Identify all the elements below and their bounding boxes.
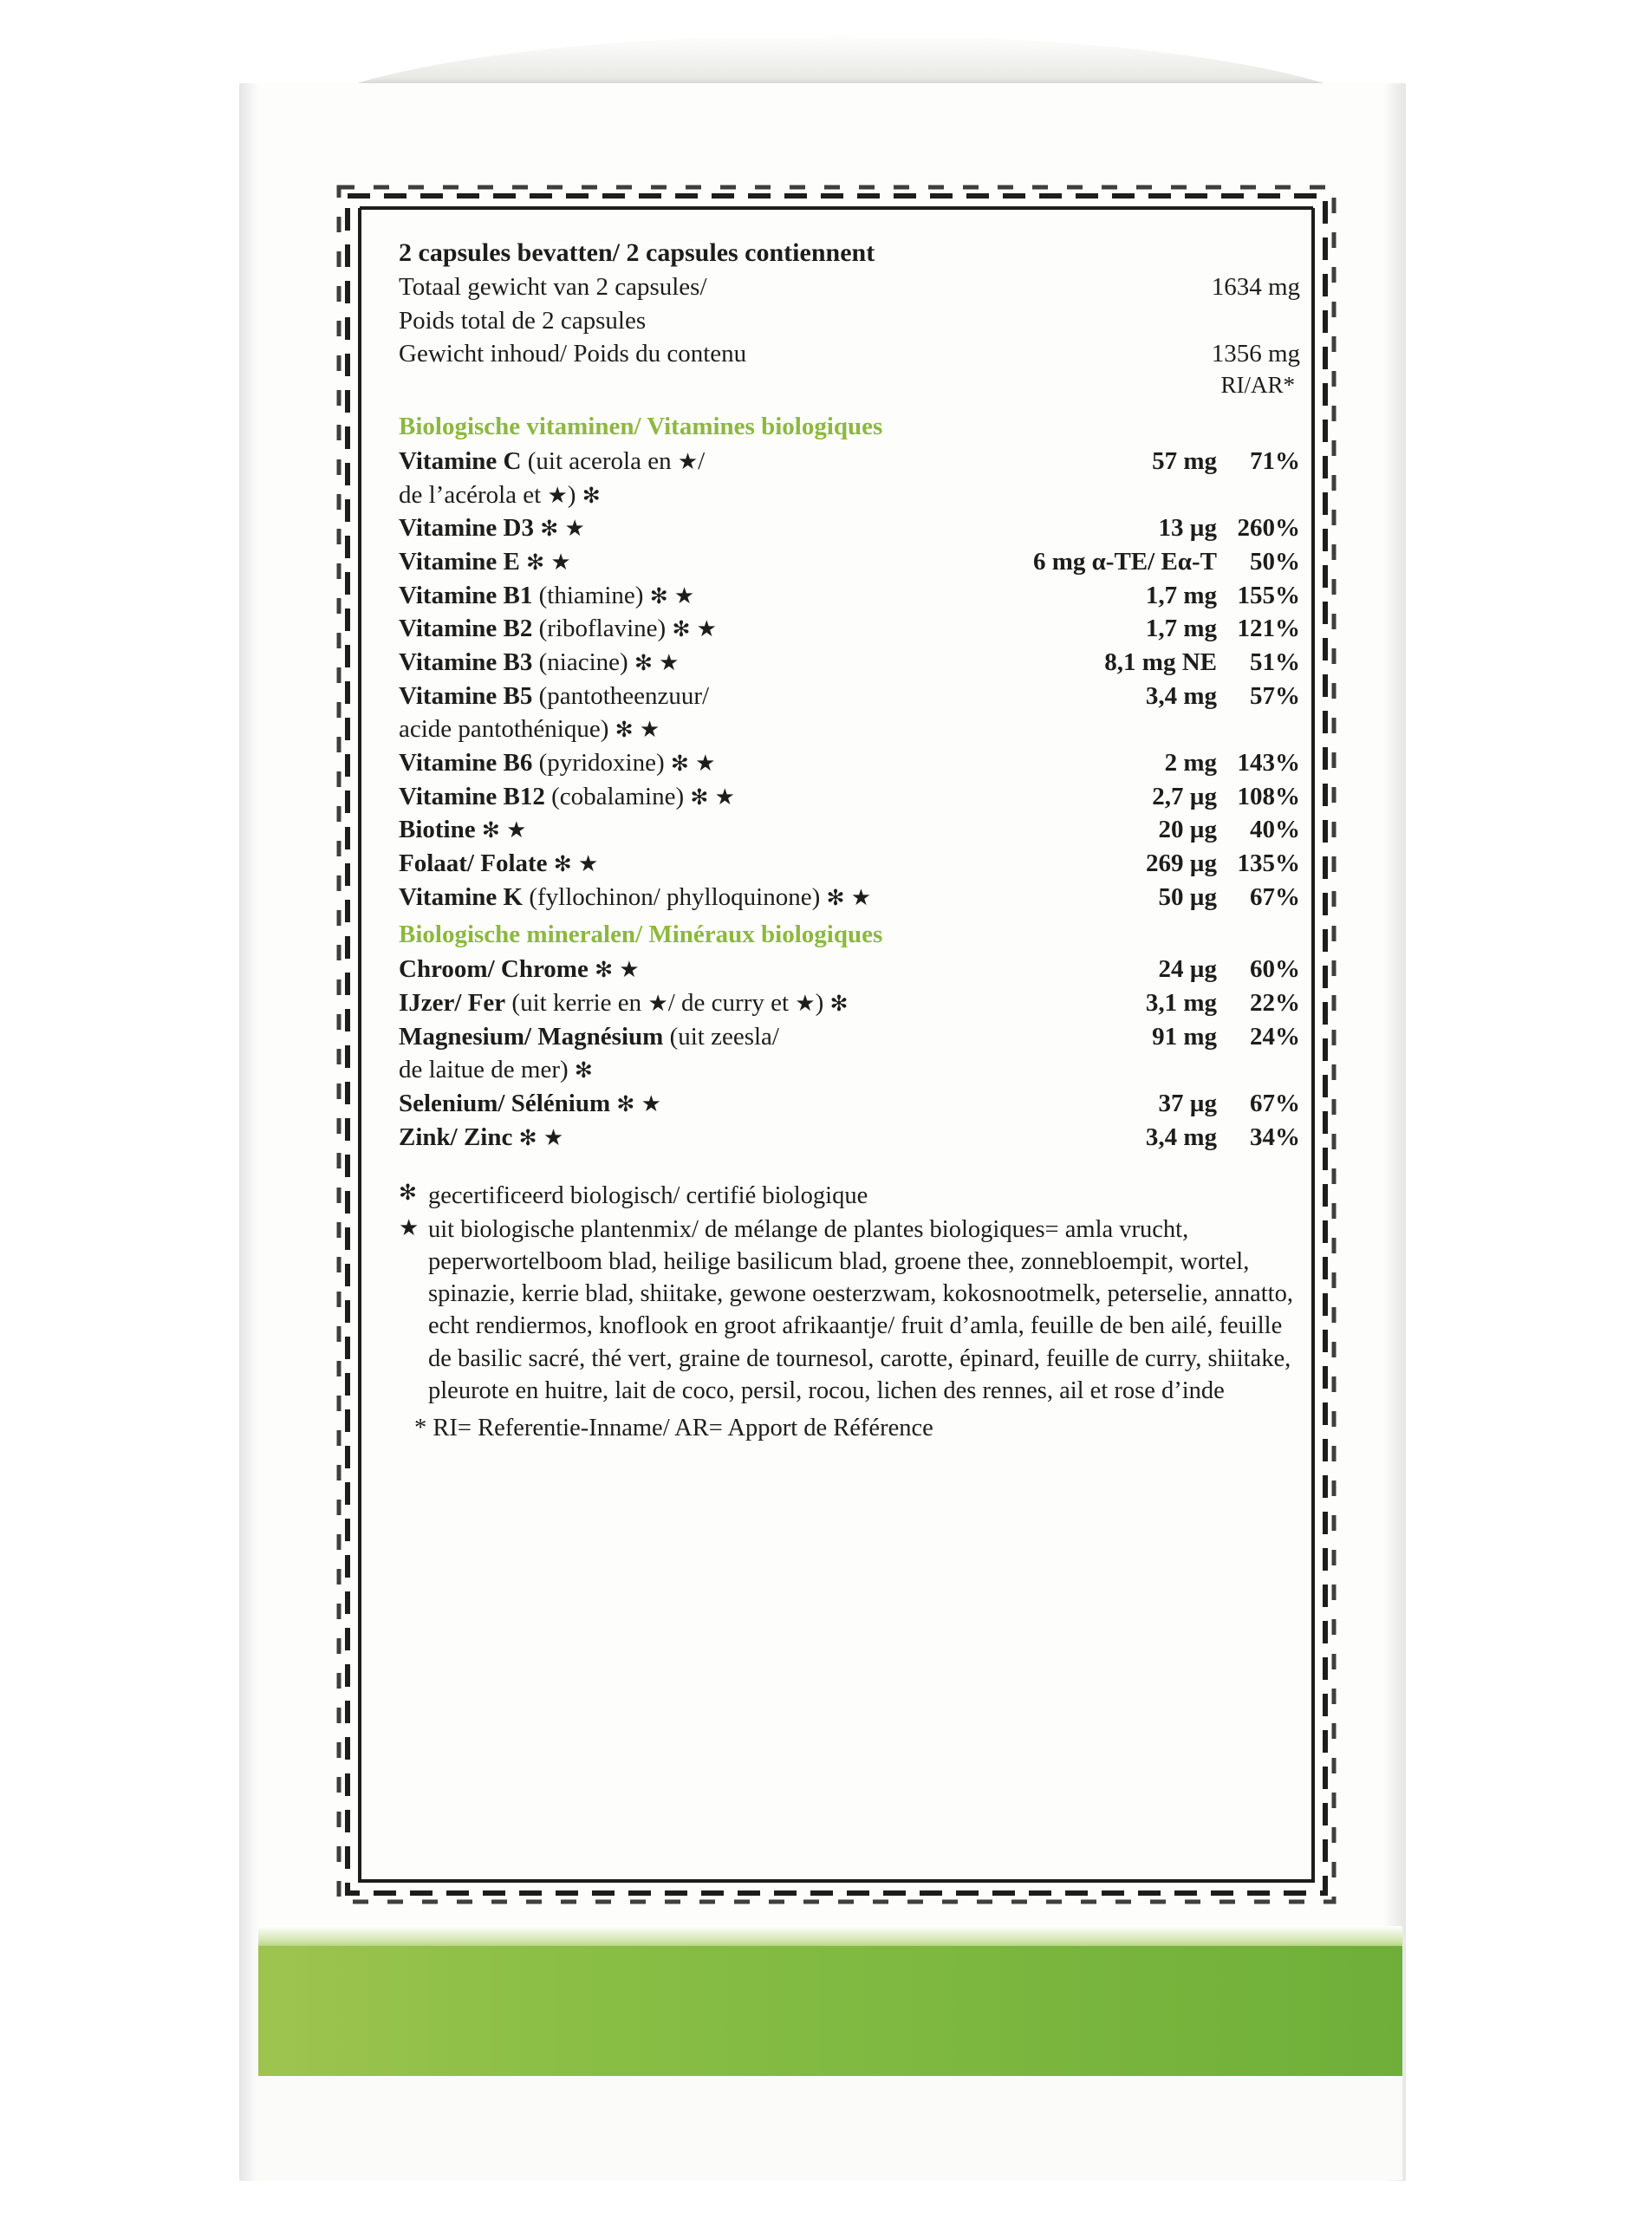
nutrient-row	[399, 580, 1300, 613]
nutrient-amount: 1,7 mg	[1145, 581, 1217, 609]
nutrient-name: Vitamine D3	[399, 514, 534, 543]
nutrient-detail-cont-close: )	[567, 480, 576, 509]
box-left-shadow	[239, 83, 260, 2181]
nutrient-name: Vitamine C	[399, 446, 522, 475]
nutrient-row	[399, 1122, 1300, 1155]
nutrient-detail: (niacine)	[538, 647, 628, 676]
footnote-plantmix-text: uit biologische plantenmix/ de mélange de plantes biologiques= amla vrucht, peperwortelboom blad, heilige basilicum blad, groene thee, zonnebloempit, wortel, spinazie, kerrie blad, shiitake, gewone oesterzwam, kokosnootmelk, peterselie, annatto, echt rendiermos, knoflook en groot afrikaantje/ fruit d’amla, feuille de ben ailé, feuille de basilic sacré, thé vert, graine de tournesol, carotte, épinard, feuille de curry, shiitake, pleurote en huitre, lait de coco, persil, rocou, lichen des rennes, ail et rose d’inde	[428, 1216, 1293, 1404]
star-icon: ★	[714, 784, 735, 810]
nutrient-detail: (riboflavine)	[538, 615, 667, 643]
footnote-plantmix	[399, 1214, 1300, 1406]
nutrient-amount: 269 µg	[1146, 849, 1217, 878]
nutrient-ri: 22%	[1250, 988, 1300, 1017]
nutrient-detail: (uit zeesla/	[669, 1022, 779, 1051]
nutrient-detail-cont-text: de laitue de mer)	[399, 1056, 569, 1084]
leaf-icon: ✻	[649, 584, 668, 608]
nutrient-ri: 108%	[1237, 782, 1300, 810]
nutrient-detail-cont	[399, 1054, 1300, 1087]
nutrient-detail-cont	[399, 479, 1300, 512]
leaf-icon: ✻	[526, 550, 545, 575]
nutrient-detail: (pantotheenzuur/	[538, 681, 710, 710]
leaf-icon: ✻	[481, 819, 500, 843]
minerals-list	[399, 953, 1300, 1154]
star-icon: ★	[696, 616, 717, 642]
leaf-icon: ✻	[829, 992, 849, 1016]
nutrient-label	[399, 848, 1104, 881]
nutrient-row	[399, 814, 1300, 847]
nutrient-detail: (uit acerola en	[527, 446, 672, 475]
nutrient-row	[399, 882, 1300, 914]
leaf-icon: ✻	[690, 785, 709, 810]
nutrient-row-continued	[399, 1054, 1300, 1087]
nutrient-ri: 57%	[1250, 681, 1300, 710]
nutrient-amount: 2,7 µg	[1152, 782, 1217, 810]
star-icon: ★	[641, 1090, 661, 1116]
nutrient-label	[399, 987, 1137, 1020]
nutrient-ri: 67%	[1250, 1089, 1300, 1117]
nutrient-amount: 50 µg	[1158, 882, 1217, 911]
leaf-icon: ✻	[826, 886, 845, 910]
star-icon: ★	[578, 851, 599, 877]
nutrient-row	[399, 1088, 1300, 1121]
footnotes	[399, 1180, 1300, 1443]
nutrient-row	[399, 1021, 1300, 1054]
nutrient-name: Vitamine E	[399, 547, 520, 576]
green-band	[258, 1946, 1402, 2076]
star-icon: ★	[695, 751, 716, 777]
nutrient-row	[399, 446, 1300, 478]
nutrient-row	[399, 647, 1300, 680]
nutrient-label	[399, 580, 1104, 613]
nutrient-name: Zink/ Zinc	[399, 1123, 513, 1151]
nutrient-amount: 13 µg	[1158, 514, 1217, 543]
nutrient-ri: 135%	[1237, 849, 1300, 878]
star-icon: ★	[659, 649, 680, 675]
nutrient-label	[399, 613, 1104, 646]
nutrient-row-continued	[399, 479, 1300, 512]
nutrient-label	[399, 882, 1150, 914]
nutrient-row-continued	[399, 713, 1300, 746]
weight-label: Totaal gewicht van 2 capsules/	[399, 273, 707, 301]
nutrient-detail-cont-text: acide pantothénique)	[399, 715, 609, 744]
star-icon: ★	[547, 482, 568, 508]
nutrient-amount: 1,7 mg	[1145, 615, 1217, 643]
leaf-icon: ✻	[574, 1059, 593, 1083]
nutrient-name: IJzer/ Fer	[399, 988, 506, 1017]
nutrient-ri: 51%	[1250, 647, 1300, 676]
footnote-organic-text: gecertificeerd biologisch/ certifié biologique	[428, 1182, 868, 1210]
nutrient-ri: 121%	[1237, 615, 1300, 643]
box-bottom-white	[258, 2076, 1402, 2180]
nutrient-row	[399, 848, 1300, 881]
star-icon: ★	[543, 1124, 564, 1150]
nutrient-ri: 60%	[1250, 955, 1300, 984]
nutrient-amount: 8,1 mg NE	[1104, 647, 1217, 676]
nutrient-ri: 50%	[1250, 547, 1300, 576]
leaf-icon: ✻	[553, 853, 572, 877]
nutrient-amount: 24 µg	[1158, 955, 1217, 984]
nutrient-ri: 40%	[1250, 816, 1300, 844]
nutrient-detail-cont-text: de l’acérola et	[399, 480, 542, 509]
leaf-icon: ✻	[582, 484, 601, 508]
nutrient-detail: (pyridoxine)	[538, 749, 665, 778]
star-icon: ★	[795, 990, 816, 1016]
nutrient-name: Vitamine B6	[399, 749, 533, 778]
panel-heading: 2 capsules bevatten/ 2 capsules contiennent	[399, 238, 875, 267]
nutrient-row	[399, 680, 1300, 713]
nutrient-row	[399, 953, 1300, 986]
star-icon: ★	[677, 448, 699, 474]
leaf-icon: ✻	[399, 1181, 417, 1206]
nutrient-name: Folaat/ Folate	[399, 849, 548, 878]
nutrient-name: Vitamine B1	[399, 581, 533, 609]
nutrient-row	[399, 987, 1300, 1020]
footnote-organic	[399, 1180, 1300, 1212]
weight-amount: 1634 mg	[1211, 273, 1300, 301]
ri-column-header: RI/AR*	[1220, 372, 1295, 399]
nutrient-row	[399, 512, 1300, 545]
nutrient-detail: (fyllochinon/ phylloquinone)	[529, 882, 821, 911]
nutrient-detail: (thiamine)	[538, 581, 644, 609]
minerals-section-title: Biologische mineralen/ Minéraux biologiques	[399, 921, 883, 949]
nutrient-name: Chroom/ Chrome	[399, 955, 589, 984]
nutrient-label	[399, 446, 1104, 478]
star-icon: ★	[506, 817, 527, 843]
nutrient-detail-2: / de curry et	[667, 988, 790, 1017]
leaf-icon: ✻	[518, 1126, 537, 1150]
nutrient-amount: 91 mg	[1152, 1022, 1217, 1051]
star-icon: ★	[639, 717, 660, 743]
nutrient-name: Vitamine B5	[399, 681, 533, 710]
star-icon: ★	[673, 582, 695, 608]
weight-label: Poids total de 2 capsules	[399, 306, 647, 335]
nutrient-detail-3: )	[815, 988, 824, 1017]
nutrient-amount: 57 mg	[1152, 446, 1217, 475]
nutrient-label	[399, 512, 1104, 545]
nutrient-amount: 3,4 mg	[1145, 681, 1217, 710]
nutrient-name: Vitamine B12	[399, 782, 545, 810]
star-icon: ★	[550, 549, 571, 575]
nutrient-detail: (cobalamine)	[551, 782, 685, 810]
nutrient-ri: 155%	[1237, 581, 1300, 609]
nutrient-name: Vitamine B2	[399, 615, 533, 643]
vitamins-section-title: Biologische vitaminen/ Vitamines biologiques	[399, 413, 883, 441]
nutrient-label	[399, 953, 1104, 986]
star-icon: ★	[619, 957, 640, 983]
nutrient-amount: 37 µg	[1158, 1089, 1217, 1117]
weight-row	[399, 271, 1300, 304]
nutrient-label	[399, 680, 1104, 713]
nutrient-ri: 34%	[1250, 1123, 1300, 1151]
nutrient-row	[399, 546, 1300, 579]
weight-block	[399, 271, 1300, 371]
leaf-icon: ✻	[670, 752, 689, 777]
vitamins-list	[399, 446, 1300, 914]
leaf-icon: ✻	[672, 618, 691, 642]
nutrient-ri: 71%	[1250, 446, 1300, 475]
nutrient-name: Vitamine B3	[399, 647, 533, 676]
nutrient-detail-sep: /	[698, 446, 706, 475]
nutrient-label	[399, 814, 1104, 847]
nutrition-panel	[399, 236, 1300, 1444]
nutrient-name: Selenium/ Sélénium	[399, 1089, 611, 1117]
nutrient-label	[399, 647, 1096, 680]
weight-label: Gewicht inhoud/ Poids du contenu	[399, 340, 747, 368]
nutrient-label	[399, 781, 1104, 814]
star-icon: ★	[850, 884, 871, 910]
nutrient-row	[399, 781, 1300, 814]
nutrient-ri: 24%	[1250, 1022, 1300, 1051]
nutrient-amount: 3,1 mg	[1145, 988, 1217, 1017]
nutrient-detail-cont	[399, 713, 1300, 746]
weight-row	[399, 338, 1300, 371]
nutrient-detail: (uit kerrie en	[511, 988, 642, 1017]
nutrient-name: Biotine	[399, 816, 476, 844]
nutrient-amount: 2 mg	[1164, 749, 1217, 778]
nutrient-ri: 67%	[1250, 882, 1300, 911]
nutrient-amount: 6 mg α-TE/ Eα-T	[1032, 547, 1217, 576]
star-icon: ★	[564, 516, 585, 542]
leaf-icon: ✻	[595, 959, 614, 983]
leaf-icon: ✻	[540, 517, 559, 542]
nutrient-label	[399, 1021, 1104, 1054]
leaf-icon: ✻	[634, 651, 653, 675]
nutrient-amount: 20 µg	[1158, 816, 1217, 844]
nutrient-row	[399, 747, 1300, 780]
leaf-icon: ✻	[615, 719, 634, 743]
weight-amount: 1356 mg	[1211, 340, 1300, 368]
nutrient-name: Vitamine K	[399, 882, 524, 911]
box-right-shadow	[1383, 83, 1406, 2181]
nutrient-label	[399, 546, 1024, 579]
star-icon: ★	[399, 1215, 420, 1241]
nutrient-label	[399, 1122, 1104, 1155]
nutrient-ri: 143%	[1237, 749, 1300, 778]
nutrient-amount: 3,4 mg	[1145, 1123, 1217, 1151]
leaf-icon: ✻	[616, 1092, 635, 1116]
footnote-ri: * RI= Referentie-Inname/ AR= Apport de Référence	[414, 1414, 933, 1441]
weight-row	[399, 305, 1300, 338]
nutrient-label	[399, 1088, 1104, 1121]
nutrient-row	[399, 613, 1300, 646]
nutrient-ri: 260%	[1237, 514, 1300, 543]
star-icon: ★	[647, 990, 668, 1016]
nutrient-label	[399, 747, 1104, 780]
nutrient-name: Magnesium/ Magnésium	[399, 1022, 664, 1051]
